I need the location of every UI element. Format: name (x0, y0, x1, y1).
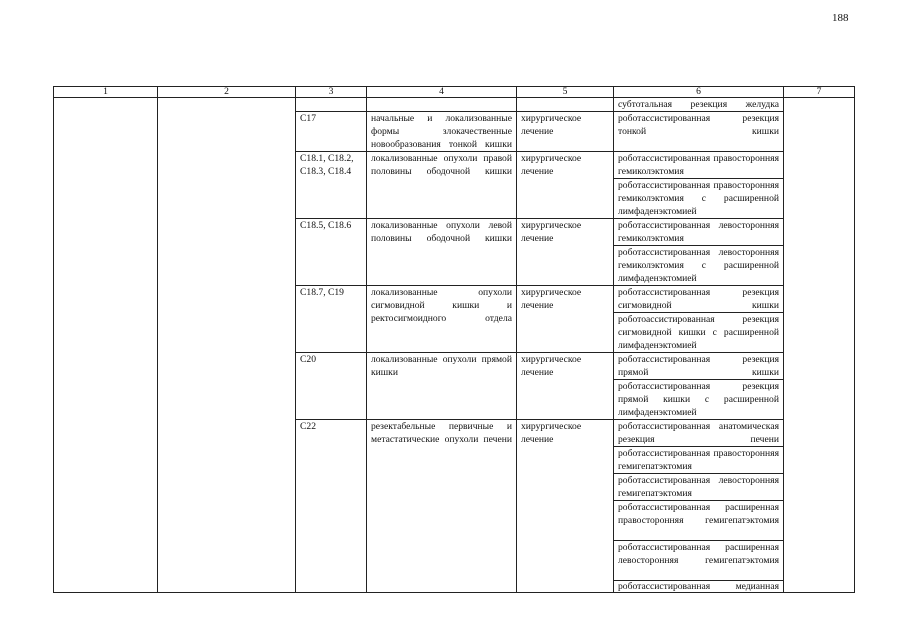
header-cell: 2 (158, 87, 296, 98)
treatment-cell: хирургическое лечение (517, 353, 614, 420)
method-cell: субтотальная резекция желудка (614, 98, 784, 112)
col7-cell (784, 98, 855, 593)
method-cell: роботассистированная правосторонняя гемиколэктомия с расширенной лимфаденэктомией (614, 179, 784, 219)
table-header-row (54, 87, 855, 98)
method-cell: роботассистированная резекция сигмовидной кишки (614, 286, 784, 313)
method-cell: роботассистированная расширенная правосторонняя гемигепатэктомия (614, 501, 784, 541)
procedures-table (53, 86, 855, 593)
table-row (54, 98, 855, 112)
condition-cell: локализованные опухоли правой половины ободочной кишки (367, 152, 517, 219)
condition-cell: резектабельные первичные и метастатические опухоли печени (367, 420, 517, 593)
code-cell: C22 (296, 420, 367, 593)
header-cell: 5 (517, 87, 614, 98)
method-cell: роботассистированная левосторонняя гемигепатэктомия (614, 474, 784, 501)
method-cell: роботассистированная анатомическая резекция печени (614, 420, 784, 447)
code-cell: C17 (296, 112, 367, 152)
method-cell: роботассистированная медианная (614, 581, 784, 593)
method-cell: роботассистированная резекция тонкой кишки (614, 112, 784, 152)
treatment-cell (517, 98, 614, 112)
code-cell: C18.1, C18.2, C18.3, C18.4 (296, 152, 367, 219)
col1-cell (54, 98, 158, 593)
header-cell: 1 (54, 87, 158, 98)
code-cell (296, 98, 367, 112)
method-cell: роботассистированная левосторонняя гемиколэктомия (614, 219, 784, 246)
header-cell: 3 (296, 87, 367, 98)
treatment-cell: хирургическое лечение (517, 219, 614, 286)
treatment-cell: хирургическое лечение (517, 286, 614, 353)
treatment-cell: хирургическое лечение (517, 152, 614, 219)
method-cell: роботассистированная расширенная левосторонняя гемигепатэктомия (614, 541, 784, 581)
condition-cell: локализованные опухоли сигмовидной кишки и ректосигмоидного отдела (367, 286, 517, 353)
header-cell: 6 (614, 87, 784, 98)
code-cell: C18.5, C18.6 (296, 219, 367, 286)
method-cell: роботассистированная левосторонняя гемиколэктомия с расширенной лимфаденэктомией (614, 246, 784, 286)
col2-cell (158, 98, 296, 593)
method-cell: роботассистированная резекция прямой кишки с расширенной лимфаденэктомией (614, 380, 784, 420)
treatment-cell: хирургическое лечение (517, 420, 614, 593)
method-cell: роботоассистированная резекция сигмовидной кишки с расширенной лимфаденэктомией (614, 313, 784, 353)
method-cell: роботассистированная правосторонняя гемигепатэктомия (614, 447, 784, 474)
header-cell: 7 (784, 87, 855, 98)
condition-cell: начальные и локализованные формы злокачественные новообразования тонкой кишки (367, 112, 517, 152)
condition-cell: локализованные опухоли левой половины ободочной кишки (367, 219, 517, 286)
condition-cell: локализованные опухоли прямой кишки (367, 353, 517, 420)
method-cell: роботассистированная резекция прямой кишки (614, 353, 784, 380)
page-number: 188 (832, 12, 849, 24)
code-cell: C18.7, C19 (296, 286, 367, 353)
header-cell: 4 (367, 87, 517, 98)
method-cell: роботассистированная правосторонняя гемиколэктомия (614, 152, 784, 179)
treatment-cell: хирургическое лечение (517, 112, 614, 152)
condition-cell (367, 98, 517, 112)
code-cell: C20 (296, 353, 367, 420)
